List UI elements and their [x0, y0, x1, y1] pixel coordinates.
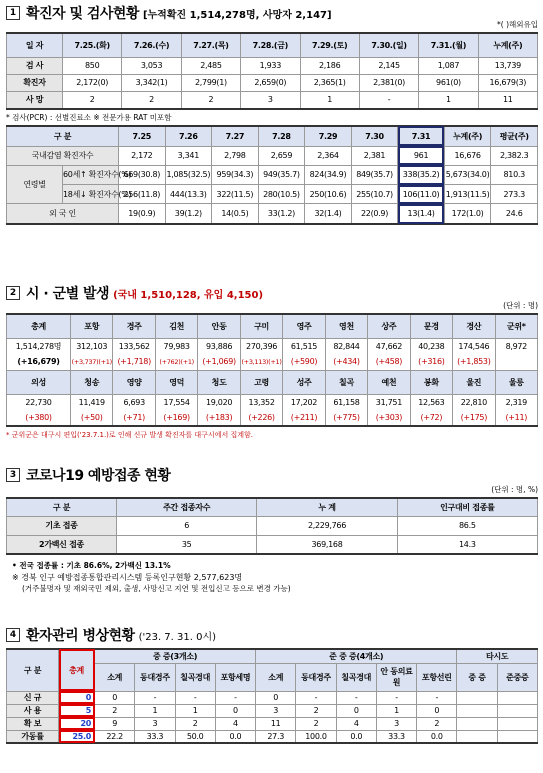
cell: (+762)(+1): [155, 354, 197, 370]
cell: 133,562: [113, 338, 155, 354]
cell: 2: [95, 704, 135, 717]
cell: (+775): [325, 410, 367, 426]
region-name: 총계: [7, 314, 71, 338]
header-cell: 타시도: [457, 649, 538, 663]
cell: [497, 704, 537, 717]
cell: 93,886: [198, 338, 240, 354]
cell: 0: [336, 704, 376, 717]
region-name: 고령: [240, 370, 282, 394]
table-row: [7, 74, 538, 91]
section-title: 환자관리 병상현황: [26, 628, 135, 644]
cell: 13,352: [240, 394, 282, 410]
cell: 24.6: [491, 204, 538, 224]
cell: 0: [95, 691, 135, 704]
header-cell: 구 분: [7, 649, 59, 691]
cell: 12,563: [410, 394, 452, 410]
cell: 2,364: [305, 146, 352, 165]
cell: 2,659(0): [241, 74, 300, 91]
cell: 2,172(0): [63, 74, 122, 91]
header-cell: 7.27.(목): [181, 33, 240, 57]
cell: 17,202: [283, 394, 325, 410]
cell: (+1,853): [453, 354, 495, 370]
cell: [497, 717, 537, 730]
cell: 2,186: [300, 57, 359, 74]
cell: [457, 717, 497, 730]
cell: 17,554: [155, 394, 197, 410]
cell: 106(11.0): [398, 185, 445, 204]
cell: -: [417, 691, 457, 704]
cell: -: [175, 691, 215, 704]
population-note: ※ 경북 인구 예방접종통합관리시스템 등록인구현황 2,577,623명: [12, 573, 243, 582]
cell: 19,020: [198, 394, 240, 410]
population-subnote: (거주불명자 및 재외국민 제외, 출생, 사망신고 지연 및 전입신고 등으로 변경 가능): [22, 584, 291, 593]
region-name: 울진: [453, 370, 495, 394]
cell: 3: [135, 717, 175, 730]
unit-label: (단위 : 명, %): [491, 485, 538, 494]
cell: 3,053: [122, 57, 181, 74]
header-cell: 인구대비 접종률: [397, 498, 537, 516]
header-cell: 누계(주): [478, 33, 537, 57]
section3-header: [6, 466, 538, 484]
cell: 1: [376, 704, 416, 717]
metric-label: 확진자수(%): [88, 189, 132, 199]
cell: 338(35.2): [398, 165, 445, 184]
header-cell: 7.25: [119, 126, 166, 146]
cell: [457, 704, 497, 717]
header-cell: 준 중 증(4개소): [256, 649, 457, 663]
header-cell: 포항선린: [417, 663, 457, 691]
header-cell: 동대경주: [296, 663, 336, 691]
cell: 2,659: [258, 146, 305, 165]
cell: (+458): [368, 354, 410, 370]
region-name: 영양: [113, 370, 155, 394]
header-cell: 7.29: [305, 126, 352, 146]
cell: 22.2: [95, 730, 135, 743]
cell: [497, 691, 537, 704]
cell: (+590): [283, 354, 325, 370]
cell: 0: [417, 704, 457, 717]
row-label: 확 보: [7, 717, 59, 730]
header-cell: 일 자: [7, 33, 63, 57]
cell: 2,485: [181, 57, 240, 74]
cell: (+316): [410, 354, 452, 370]
cell: (+175): [453, 410, 495, 426]
cell: 2,381: [351, 146, 398, 165]
cell: 27.3: [256, 730, 296, 743]
table-header-row: [7, 126, 538, 146]
cell: 959(34.3): [212, 165, 259, 184]
header-cell: 소계: [95, 663, 135, 691]
cell: [457, 691, 497, 704]
region-name: 김천: [155, 314, 197, 338]
cell: 47,662: [368, 338, 410, 354]
cell: 3: [256, 704, 296, 717]
header-cell: 평균(주): [491, 126, 538, 146]
cell: 949(35.7): [258, 165, 305, 184]
row-label: [63, 185, 132, 204]
cell: [457, 730, 497, 743]
cell: 0: [256, 691, 296, 704]
cell: 33(1.2): [258, 204, 305, 224]
cell: -: [296, 691, 336, 704]
cell: 0.0: [336, 730, 376, 743]
row-label: 기초 접종: [7, 516, 117, 535]
cell: 61,515: [283, 338, 325, 354]
cell: 4: [215, 717, 255, 730]
header-cell: 7.27: [212, 126, 259, 146]
test-note: * 검사(PCR) : 선별진료소 ※ 전문가용 RAT 미포함: [6, 113, 172, 122]
table-row: [7, 91, 538, 109]
group-label: 연령별: [7, 165, 63, 204]
header-cell: 중 증(3개소): [95, 649, 256, 663]
cell: 39(1.2): [165, 204, 212, 224]
region-name: 청송: [71, 370, 113, 394]
cell: 174,546: [453, 338, 495, 354]
metric-label: 확진자수(%): [88, 170, 132, 180]
cell: 1: [300, 91, 359, 109]
cell: 2,229,766: [257, 516, 397, 535]
cell: 850: [63, 57, 122, 74]
cell: 11: [478, 91, 537, 109]
cell: (+3,737)(+1): [71, 354, 113, 370]
region-delta-row: [7, 354, 538, 370]
section-title: 코로나19 예방접종 현황: [26, 468, 171, 484]
region-name: 봉화: [410, 370, 452, 394]
age-label: 18세↓: [63, 189, 87, 199]
header-cell: 누계(주): [444, 126, 491, 146]
cell: 2: [122, 91, 181, 109]
header-cell: 구 분: [7, 126, 119, 146]
region-header-row: [7, 370, 538, 394]
table-row: [7, 57, 538, 74]
cell: 2: [417, 717, 457, 730]
region-delta-row: [7, 410, 538, 426]
cell: 50.0: [175, 730, 215, 743]
cell: 25.0: [59, 730, 95, 743]
cell: 2: [296, 717, 336, 730]
cell: 16,676: [444, 146, 491, 165]
cell: 2: [296, 704, 336, 717]
gunwi-note: * 군위군은 대구시 편입('23.7.1.)로 인해 신규 발생 확진자를 대구시에서 집계함.: [6, 431, 253, 439]
age-label: 60세↑: [63, 170, 87, 180]
section-number: 1: [6, 6, 20, 20]
cell: 444(13.3): [165, 185, 212, 204]
cell: 849(35.7): [351, 165, 398, 184]
cell: (+169): [155, 410, 197, 426]
table-row: [7, 704, 538, 717]
cell: 669(30.8): [119, 165, 166, 184]
row-label: 사 용: [7, 704, 59, 717]
section-date: ('23. 7. 31. 0시): [138, 631, 217, 643]
section-beds: [6, 626, 538, 744]
cell: 1,087: [419, 57, 478, 74]
header-cell: 7.26: [165, 126, 212, 146]
cell: 16,679(3): [478, 74, 537, 91]
cell: 2,365(1): [300, 74, 359, 91]
cell: (+183): [198, 410, 240, 426]
cell: 22,810: [453, 394, 495, 410]
cell: 0.0: [215, 730, 255, 743]
section-regional: [6, 284, 538, 440]
cell: 14.3: [397, 535, 537, 554]
cell: 312,103: [71, 338, 113, 354]
region-name: 청도: [198, 370, 240, 394]
region-name: 울릉: [495, 370, 537, 394]
header-cell: 칠곡경대: [336, 663, 376, 691]
header-cell: 동대경주: [135, 663, 175, 691]
cell: 100.0: [296, 730, 336, 743]
table-header-row: [7, 33, 538, 57]
cell: 11,419: [71, 394, 113, 410]
header-cell: 안 동의료원: [376, 663, 416, 691]
cell: 13(1.4): [398, 204, 445, 224]
cell: 4: [336, 717, 376, 730]
region-header-row: [7, 314, 538, 338]
cell: 369,168: [257, 535, 397, 554]
cell: 270,396: [240, 338, 282, 354]
cell: 2: [175, 717, 215, 730]
header-cell: 7.31.(월): [419, 33, 478, 57]
header-cell: 7.26.(수): [122, 33, 181, 57]
cell: 8,972: [495, 338, 537, 354]
row-label: 신 규: [7, 691, 59, 704]
header-cell: 7.28.(금): [241, 33, 300, 57]
cell: 961: [398, 146, 445, 165]
section-title: 확진자 및 검사현황: [26, 6, 139, 22]
row-label: 국내감염 확진자수: [7, 146, 119, 165]
cell: 256(11.8): [119, 185, 166, 204]
header-cell: 7.29.(토): [300, 33, 359, 57]
cell: (+71): [113, 410, 155, 426]
header-cell: 7.30.(일): [359, 33, 418, 57]
cell: (+380): [7, 410, 71, 426]
cell: 82,844: [325, 338, 367, 354]
header-cell: 주간 접종자수: [117, 498, 257, 516]
section-confirmed: [6, 4, 538, 225]
cell: 0: [59, 691, 95, 704]
cell: 810.3: [491, 165, 538, 184]
header-cell: 7.25.(화): [63, 33, 122, 57]
cell: 20: [59, 717, 95, 730]
cell: 824(34.9): [305, 165, 352, 184]
region-name: 영천: [325, 314, 367, 338]
region-name: 경주: [113, 314, 155, 338]
cell: 11: [256, 717, 296, 730]
table-row: [7, 535, 538, 554]
cell: (+226): [240, 410, 282, 426]
header-cell: 포항세명: [215, 663, 255, 691]
cell: (+303): [368, 410, 410, 426]
bed-table: [6, 648, 538, 744]
domestic-foreign-total: (국내 1,510,128, 유입 4,150): [113, 289, 264, 301]
region-name: 안동: [198, 314, 240, 338]
section-number: 2: [6, 286, 20, 300]
cell: 961(0): [419, 74, 478, 91]
row-label: 외 국 인: [7, 204, 119, 224]
cell: (+11): [495, 410, 537, 426]
cell: 2,319: [495, 394, 537, 410]
cell: 31,751: [368, 394, 410, 410]
region-value-row: [7, 394, 538, 410]
cell: 6: [117, 516, 257, 535]
cell: 0.0: [417, 730, 457, 743]
cell: (+434): [325, 354, 367, 370]
region-name: 문경: [410, 314, 452, 338]
cell: 86.5: [397, 516, 537, 535]
cell: 5,673(34.0): [444, 165, 491, 184]
cell: 172(1.0): [444, 204, 491, 224]
cell: 14(0.5): [212, 204, 259, 224]
section-number: 3: [6, 468, 20, 482]
cell: 1,933: [241, 57, 300, 74]
table-row: [7, 204, 538, 224]
cell: 1: [419, 91, 478, 109]
national-rate-note: • 전국 접종률 : 기초 86.6%, 2가백신 13.1%: [12, 561, 171, 570]
cell: 6,693: [113, 394, 155, 410]
cell: 3,341: [165, 146, 212, 165]
section4-header: [6, 626, 538, 644]
section-number: 4: [6, 628, 20, 642]
cell: 0: [215, 704, 255, 717]
cell: -: [359, 91, 418, 109]
cell: 280(10.5): [258, 185, 305, 204]
cell: 250(10.6): [305, 185, 352, 204]
region-name: 칠곡: [325, 370, 367, 394]
table-row: [7, 165, 538, 184]
row-label: 2가백신 접종: [7, 535, 117, 554]
row-label: 가동률: [7, 730, 59, 743]
cell: -: [135, 691, 175, 704]
cell: 2: [181, 91, 240, 109]
cell: 33.3: [376, 730, 416, 743]
cell: (+16,679): [7, 354, 71, 370]
table-row: [7, 185, 538, 204]
cell: 13,739: [478, 57, 537, 74]
cell: 255(10.7): [351, 185, 398, 204]
cell: (+50): [71, 410, 113, 426]
cell: 79,983: [155, 338, 197, 354]
header-cell: 7.28: [258, 126, 305, 146]
section-subtitle: [누적확진 1,514,278명, 사망자 2,147]: [142, 9, 332, 21]
table-row: [7, 717, 538, 730]
table-row: [7, 516, 538, 535]
header-cell: 칠곡경대: [175, 663, 215, 691]
region-name: 구미: [240, 314, 282, 338]
table-header-row: [7, 649, 538, 663]
table-row: [7, 691, 538, 704]
region-name: 영주: [283, 314, 325, 338]
table-row: [7, 146, 538, 165]
cell: 2,798: [212, 146, 259, 165]
cell: (+1,718): [113, 354, 155, 370]
cell: 273.3: [491, 185, 538, 204]
cell: 32(1.4): [305, 204, 352, 224]
region-table: [6, 313, 538, 427]
section-subtitle: [113, 286, 263, 301]
cell: 3: [241, 91, 300, 109]
cell: 22,730: [7, 394, 71, 410]
region-name: 경산: [453, 314, 495, 338]
section-vaccination: [6, 466, 538, 594]
region-name: 포항: [71, 314, 113, 338]
cell: 1: [175, 704, 215, 717]
cell: 9: [95, 717, 135, 730]
foreign-legend: *( )해외유입: [497, 20, 538, 29]
header-cell: 7.30: [351, 126, 398, 146]
header-cell: 소계: [256, 663, 296, 691]
cell: 1,085(32.5): [165, 165, 212, 184]
row-label: 확진자: [7, 74, 63, 91]
cell: 22(0.9): [351, 204, 398, 224]
section-title: 시 · 군별 발생: [26, 286, 110, 302]
cell: -: [336, 691, 376, 704]
cell: 1,913(11.5): [444, 185, 491, 204]
table-row: [7, 730, 538, 743]
unit-label: (단위 : 명): [503, 301, 538, 310]
cell: 40,238: [410, 338, 452, 354]
cell: 1,514,278명: [7, 338, 71, 354]
region-name: 예천: [368, 370, 410, 394]
region-name: 군위*: [495, 314, 537, 338]
header-cell: 중 증: [457, 663, 497, 691]
header-cell: 누 계: [257, 498, 397, 516]
table-header-row: [7, 498, 538, 516]
cell: 2,145: [359, 57, 418, 74]
header-cell: 총계: [59, 649, 95, 691]
region-name: 성주: [283, 370, 325, 394]
cell: 5: [59, 704, 95, 717]
cell: 2,381(0): [359, 74, 418, 91]
cell: 19(0.9): [119, 204, 166, 224]
cell: 2: [63, 91, 122, 109]
cell: 2,382.3: [491, 146, 538, 165]
row-label: 사 망: [7, 91, 63, 109]
row-label: 검 사: [7, 57, 63, 74]
row-label: [63, 165, 132, 184]
age-breakdown-table: [6, 125, 538, 225]
cell: 3,342(1): [122, 74, 181, 91]
cell: [495, 354, 537, 370]
header-cell: 7.31: [398, 126, 445, 146]
header-cell: 준중증: [497, 663, 537, 691]
cell: (+72): [410, 410, 452, 426]
cell: [497, 730, 537, 743]
cell: 61,158: [325, 394, 367, 410]
region-name: 상주: [368, 314, 410, 338]
cell: 35: [117, 535, 257, 554]
header-cell: 구 분: [7, 498, 117, 516]
cell: -: [215, 691, 255, 704]
cell: 2,172: [119, 146, 166, 165]
vaccination-table: [6, 497, 538, 555]
region-name: 의성: [7, 370, 71, 394]
cell: (+211): [283, 410, 325, 426]
cell: (+1,069): [198, 354, 240, 370]
region-value-row: [7, 338, 538, 354]
cell: 33.3: [135, 730, 175, 743]
cell: -: [376, 691, 416, 704]
cell: 1: [135, 704, 175, 717]
cell: 3: [376, 717, 416, 730]
cell: 322(11.5): [212, 185, 259, 204]
cell: 2,799(1): [181, 74, 240, 91]
daily-test-table: [6, 32, 538, 110]
region-name: 영덕: [155, 370, 197, 394]
cell: (+3,113)(+1): [240, 354, 282, 370]
